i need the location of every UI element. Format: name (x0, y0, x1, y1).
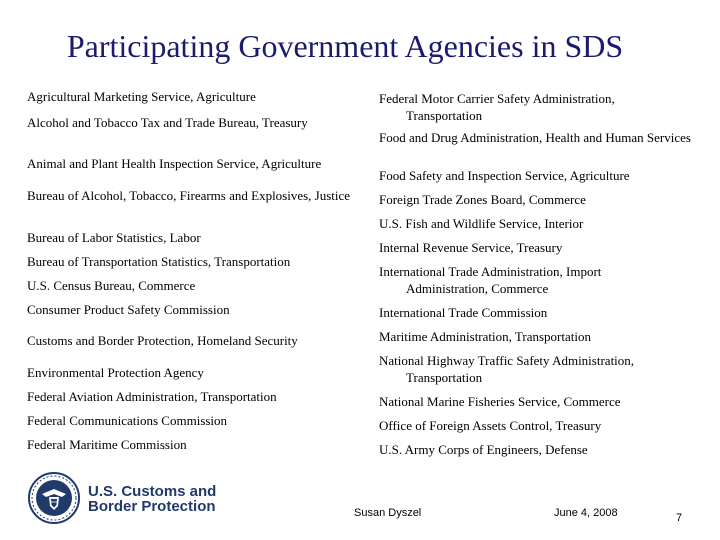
agency-list-item: U.S. Army Corps of Engineers, Defense (379, 442, 588, 457)
agency-list-item: Foreign Trade Zones Board, Commerce (379, 192, 586, 207)
agency-list-item: Bureau of Labor Statistics, Labor (27, 230, 201, 245)
footer-date: June 4, 2008 (554, 507, 618, 519)
logo-line-1: U.S. Customs and (88, 483, 217, 500)
agency-list-item: Federal Motor Carrier Safety Administration, Transportation (379, 91, 615, 123)
agency-list-item: Customs and Border Protection, Homeland Security (27, 333, 298, 348)
agency-list-item: Food and Drug Administration, Health and Human Services (379, 130, 691, 145)
agency-list-item: Federal Maritime Commission (27, 437, 187, 452)
agency-list-item: U.S. Census Bureau, Commerce (27, 278, 196, 293)
agency-list-item: Federal Aviation Administration, Transportation (27, 389, 277, 404)
page-number: 7 (676, 512, 683, 524)
agency-list-item: Bureau of Transportation Statistics, Transportation (27, 254, 291, 269)
dhs-seal-icon (28, 472, 80, 524)
agency-list-item: Agricultural Marketing Service, Agriculture (27, 89, 256, 104)
agency-list-item: International Trade Administration, Import Administration, Commerce (379, 264, 602, 296)
agency-list-item: U.S. Fish and Wildlife Service, Interior (379, 216, 584, 231)
page-title: Participating Government Agencies in SDS (66, 28, 624, 64)
cbp-logo (28, 470, 268, 526)
agency-list-item: Office of Foreign Assets Control, Treasury (379, 418, 602, 433)
logo-line-2: Border Protection (88, 498, 216, 515)
agency-list-item: Consumer Product Safety Commission (27, 302, 230, 317)
agency-list-item: National Marine Fisheries Service, Commerce (379, 394, 621, 409)
footer-author: Susan Dyszel (354, 507, 422, 519)
agency-list-item: Bureau of Alcohol, Tobacco, Firearms and Explosives, Justice (27, 188, 351, 203)
agency-list-item: Animal and Plant Health Inspection Service, Agriculture (27, 156, 322, 171)
agency-list-item: Environmental Protection Agency (27, 365, 204, 380)
agency-list-item: National Highway Traffic Safety Administration, Transportation (379, 353, 635, 385)
agency-list-item: Alcohol and Tobacco Tax and Trade Bureau, Treasury (27, 115, 308, 130)
agency-list-item: Food Safety and Inspection Service, Agriculture (379, 168, 630, 183)
agency-list-item: Federal Communications Commission (27, 413, 228, 428)
agency-list-item: International Trade Commission (379, 305, 548, 320)
agency-list-item: Maritime Administration, Transportation (379, 329, 591, 344)
agency-list-item: Internal Revenue Service, Treasury (379, 240, 563, 255)
